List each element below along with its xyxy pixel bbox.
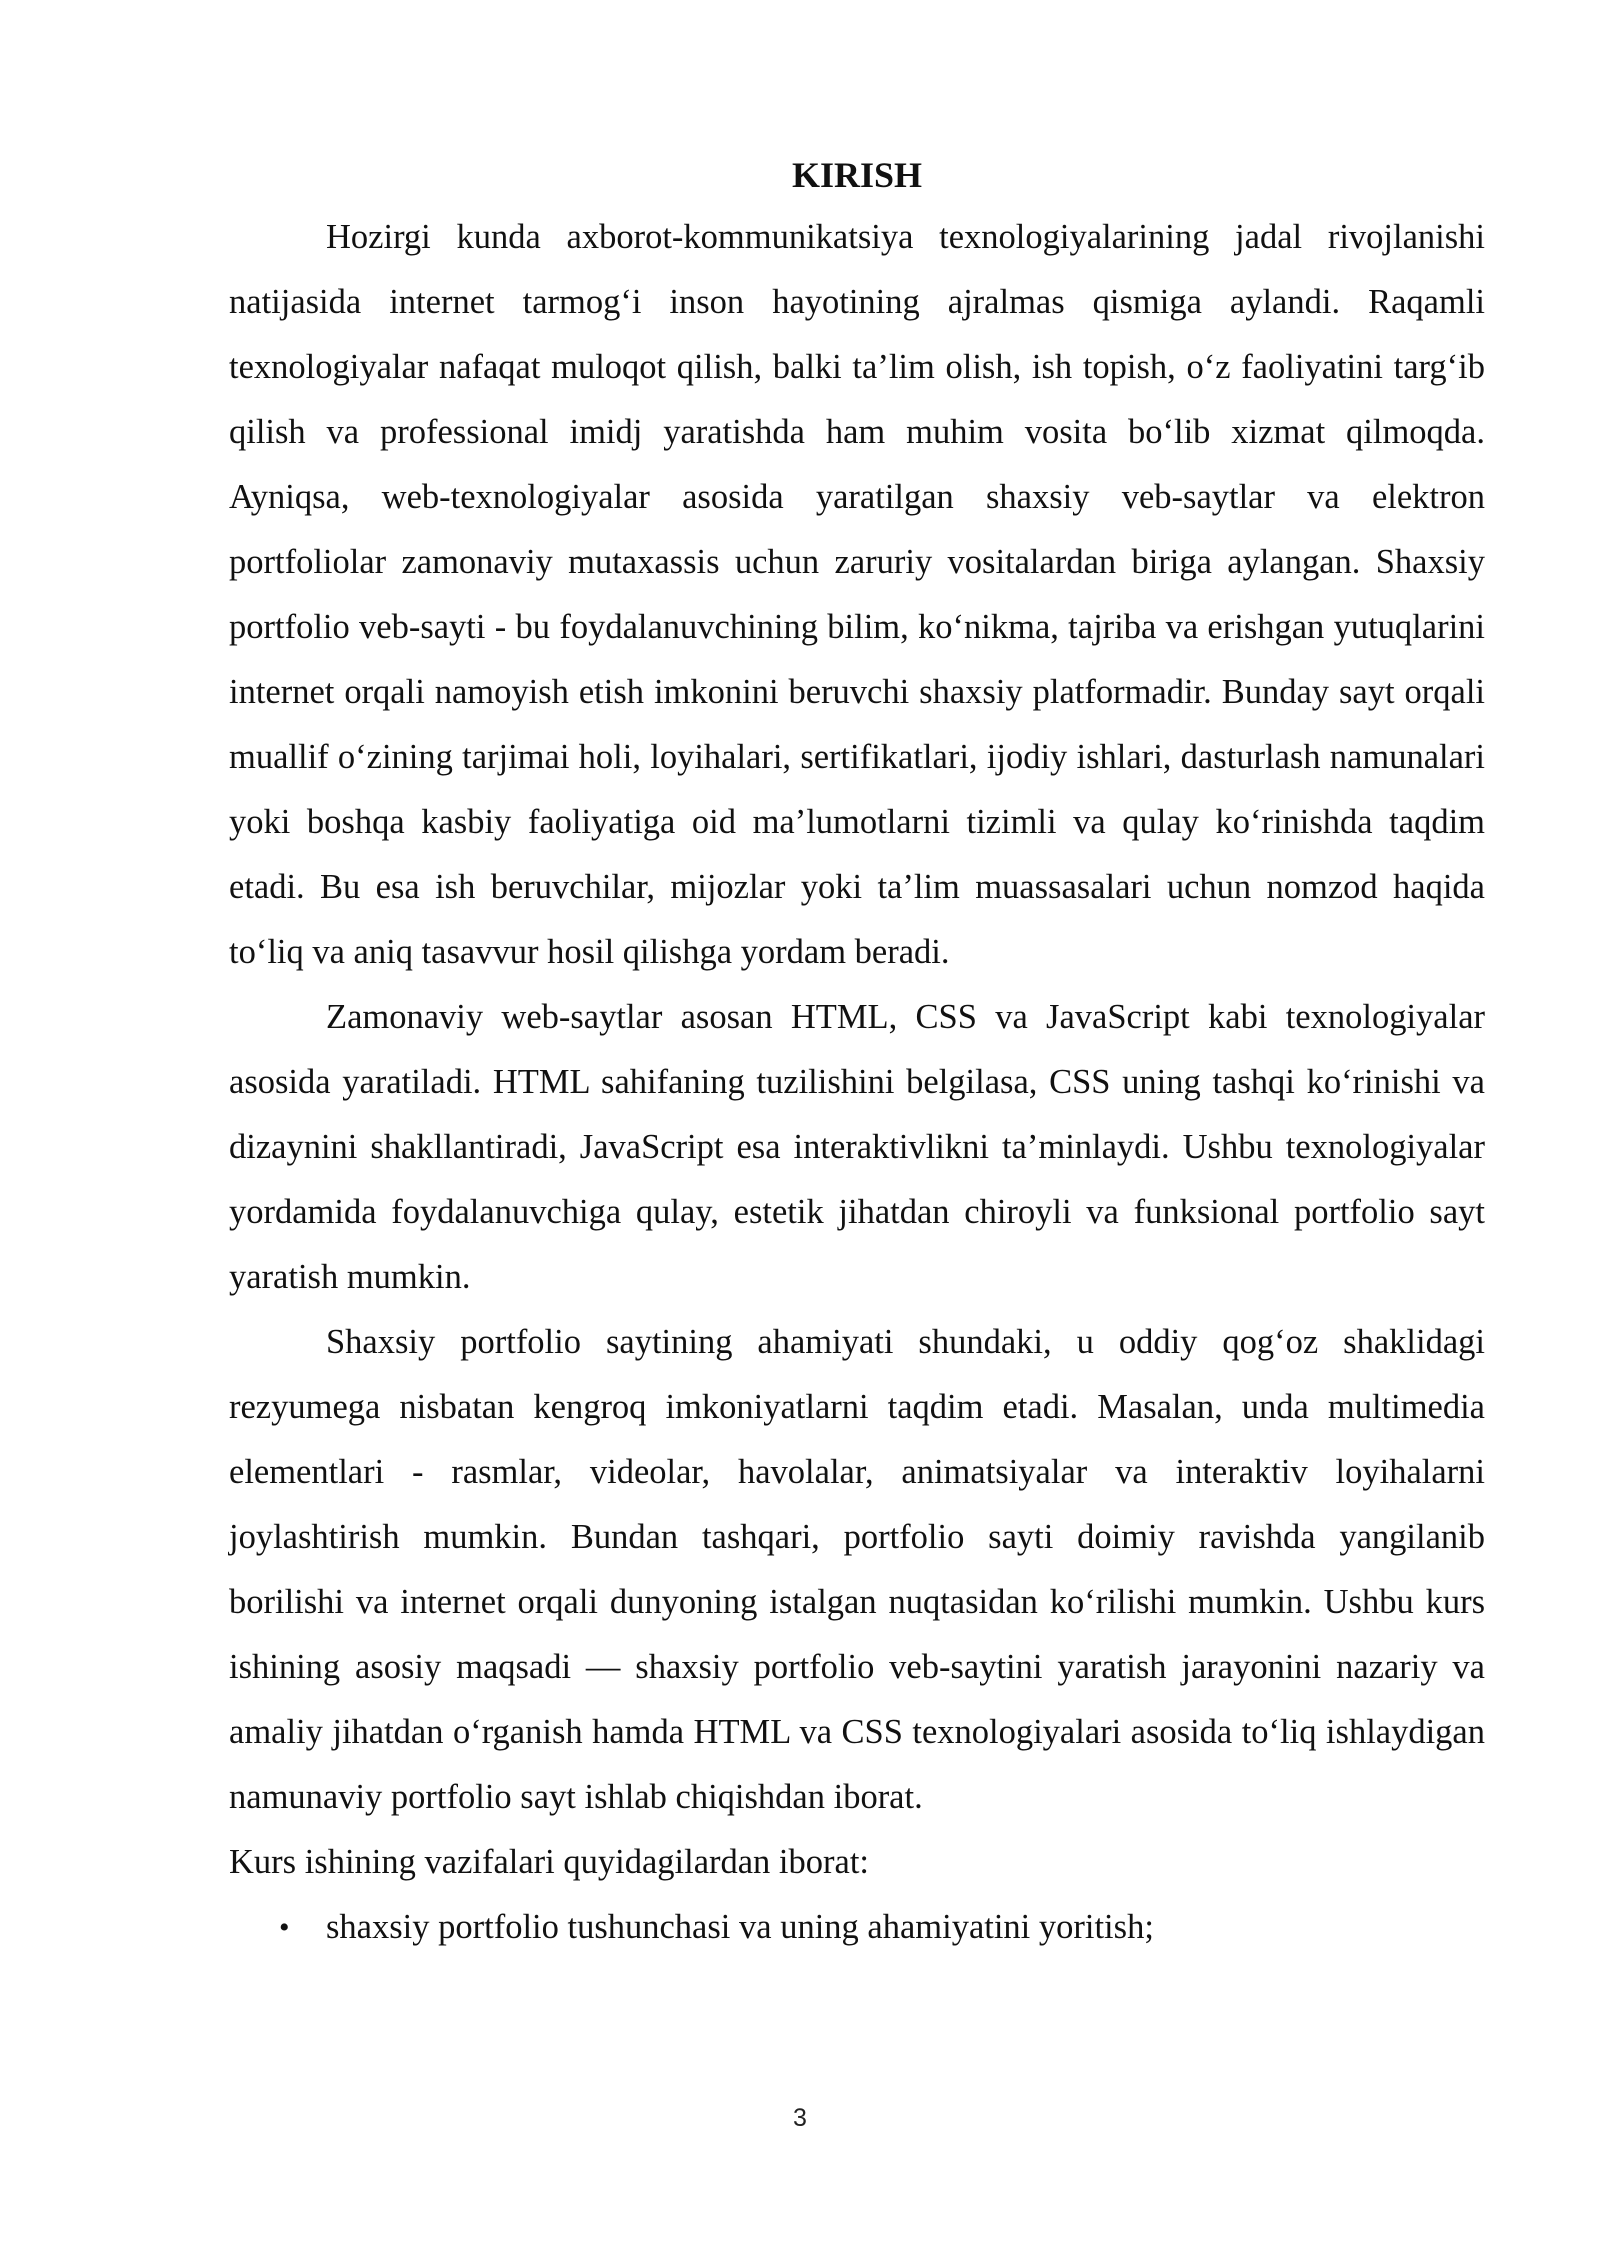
paragraph-technologies: Zamonaviy web-saytlar asosan HTML, CSS va JavaScript kabi texnologiyalar asosida yaratiladi. HTML sahifaning tuzilishini belgilasa, CSS uning tashqi ko‘rinishi va dizaynini shakllantiradi, JavaScript esa interaktivlikni ta’minlaydi. Ushbu texnologiyalar yordamida foydalanuvchiga qulay, estetik jihatdan chiroyli va funksional portfolio sayt yaratish mumkin. [229,998,1485,1296]
bullet-icon: • [279,1911,290,1944]
tasks-heading: Kurs ishining vazifalari quyidagilardan iborat: [229,1843,869,1881]
task-text: shaxsiy portfolio tushunchasi va uning ahamiyatini yoritish; [326,1908,1154,1946]
paragraph-intro: Hozirgi kunda axborot-kommunikatsiya texnologiyalarining jadal rivojlanishi natijasida internet tarmog‘i inson hayotining ajralmas qismiga aylandi. Raqamli texnologiyalar nafaqat muloqot qilish, balki ta’lim olish, ish topish, o‘z faoliyatini targ‘ib qilish va professional imidj yaratishda ham muhim vosita bo‘lib xizmat qilmoqda. Ayniqsa, web-texnologiyalar asosida yaratilgan shaxsiy veb-saytlar va elektron portfoliolar zamonaviy mutaxassis uchun zaruriy vositalardan biriga aylangan. Shaxsiy portfolio veb-sayti - bu foydalanuvchining bilim, ko‘nikma, tajriba va erishgan yutuqlarini internet orqali namoyish etish imkonini beruvchi shaxsiy platformadir. Bunday sayt orqali muallif o‘zining tarjimai holi, loyihalari, sertifikatlari, ijodiy ishlari, dasturlash namunalari yoki boshqa kasbiy faoliyatiga oid ma’lumotlarni tizimli va qulay ko‘rinishda taqdim etadi. Bu esa ish beruvchilar, mijozlar yoki ta’lim muassasalari uchun nomzod haqida to‘liq va aniq tasavvur hosil qilishga yordam beradi. [229,218,1485,971]
paragraph-importance: Shaxsiy portfolio saytining ahamiyati shundaki, u oddiy qog‘oz shaklidagi rezyumega nisbatan kengroq imkoniyatlarni taqdim etadi. Masalan, unda multimedia elementlari - rasmlar, videolar, havolalar, animatsiyalar va interaktiv loyihalarni joylashtirish mumkin. Bundan tashqari, portfolio sayti doimiy ravishda yangilanib borilishi va internet orqali dunyoning istalgan nuqtasidan ko‘rilishi mumkin. Ushbu kurs ishining asosiy maqsadi — shaxsiy portfolio veb-saytini yaratish jarayonini nazariy va amaliy jihatdan o‘rganish hamda HTML va CSS texnologiyalari asosida to‘liq ishlaydigan namunaviy portfolio sayt ishlab chiqishdan iborat. [229,1323,1485,1816]
page-number: 3 [793,2104,807,2132]
page-body [229,145,1485,1960]
section-title: KIRISH [791,155,923,195]
task-list [229,1895,1485,1960]
list-item [229,1895,1485,1960]
